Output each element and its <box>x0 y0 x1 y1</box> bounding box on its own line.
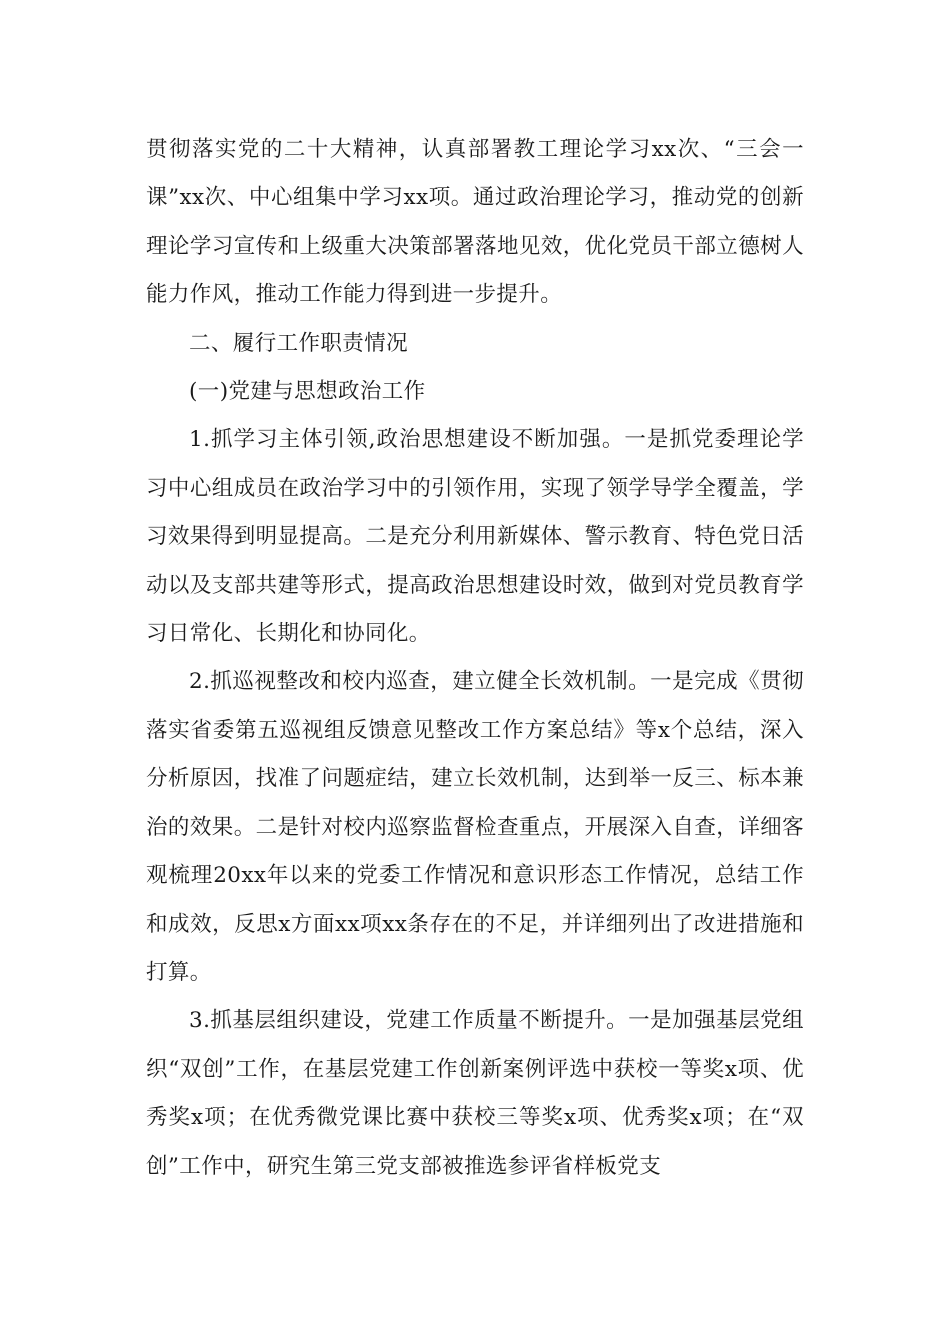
subsection-heading-party-building: (一)党建与思想政治工作 <box>189 379 426 405</box>
paragraph-item-2: 2.抓巡视整改和校内巡查，建立健全长效机制。一是完成《贯彻落实省委第五巡视组反馈意见整改工作方案总结》等x个总结，深入分析原因，找准了问题症结，建立长效机制，达到举一反三、标本兼治的效果。二是针对校内巡察监督检查重点，开展深入自查，详细客观梳理20xx年以来的党委工作情况和意识形态工作情况，总结工作和成效，反思x方面xx项xx条存在的不足，并详细列出了改进措施和打算。 <box>146 669 804 985</box>
document-body <box>146 126 804 1191</box>
paragraph-item-3: 3.抓基层组织建设，党建工作质量不断提升。一是加强基层党组织“双创”工作，在基层党建工作创新案例评选中获校一等奖x项、优秀奖x项；在优秀微党课比赛中获校三等奖x项、优秀奖x项；在“双创”工作中，研究生第三党支部被推选参评省样板党支 <box>146 1008 804 1179</box>
section-heading-duties: 二、履行工作职责情况 <box>189 330 409 356</box>
paragraph-item-1: 1.抓学习主体引领,政治思想建设不断加强。一是抓党委理论学习中心组成员在政治学习中的引领作用，实现了领学导学全覆盖，学习效果得到明显提高。二是充分利用新媒体、警示教育、特色党日活动以及支部共建等形式，提高政治思想建设时效，做到对党员教育学习日常化、长期化和协同化。 <box>146 427 804 647</box>
paragraph-study-summary: 贯彻落实党的二十大精神，认真部署教工理论学习xx次、“三会一课”xx次、中心组集中学习xx项。通过政治理论学习，推动党的创新理论学习宣传和上级重大决策部署落地见效，优化党员干部立德树人能力作风，推动工作能力得到进一步提升。 <box>146 137 804 308</box>
